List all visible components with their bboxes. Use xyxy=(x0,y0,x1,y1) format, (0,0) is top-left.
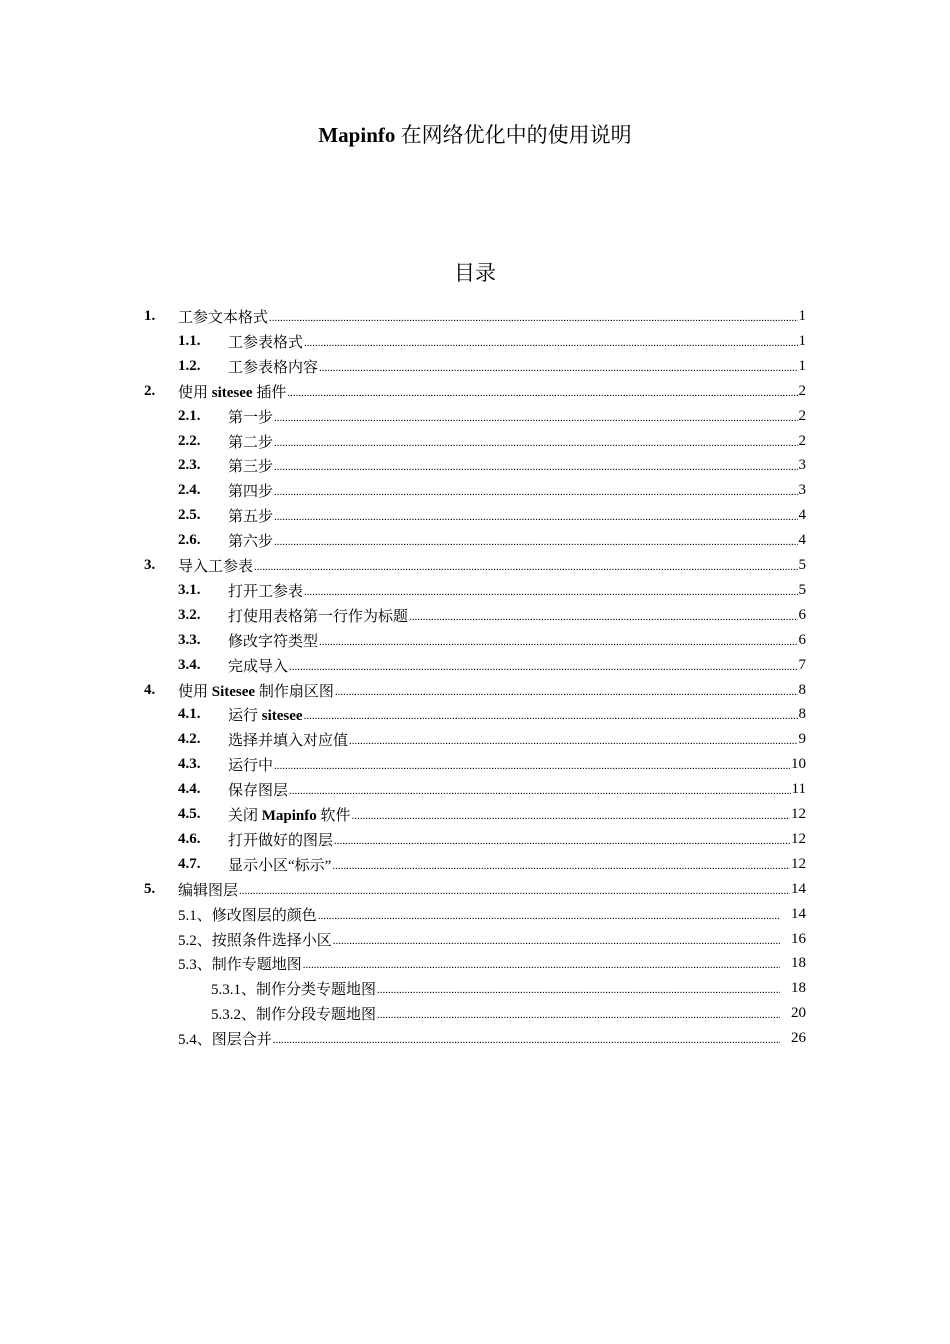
toc-entry-number: 2.3. xyxy=(178,457,201,474)
toc-entry-page: 4 xyxy=(798,532,806,549)
toc-entry-page: 8 xyxy=(798,706,806,723)
toc-entry-leader xyxy=(273,1026,780,1051)
toc-entry-number: 4.5. xyxy=(178,806,201,822)
toc-entry[interactable] xyxy=(178,603,806,628)
toc-entry-leader xyxy=(409,603,797,628)
toc-entry-leader xyxy=(274,453,797,478)
toc-entry-page: 1 xyxy=(798,332,806,349)
toc-entry-title: 完成导入 xyxy=(228,658,289,675)
toc-entry-page: 18 xyxy=(791,980,806,997)
toc-entry-page: 9 xyxy=(798,731,806,748)
toc-entry-number: 2.2. xyxy=(178,432,201,449)
toc-entry-number: 3.3. xyxy=(178,631,201,648)
toc-entry[interactable] xyxy=(178,528,806,553)
toc-entry-title: 工参表格内容 xyxy=(228,359,319,376)
toc-entry-leader xyxy=(274,429,797,454)
toc-entry-leader xyxy=(352,802,790,827)
toc-entry-leader xyxy=(274,404,797,429)
toc-entry-number: 1.2. xyxy=(178,357,201,374)
toc-entry-leader xyxy=(319,628,797,653)
toc-entry-title: 第一步 xyxy=(228,409,274,426)
toc-entry-page: 12 xyxy=(791,806,806,822)
toc-entry[interactable] xyxy=(178,628,806,653)
toc-entry-title: 使用 sitesee 插件 xyxy=(178,384,287,401)
toc-entry-number: 4. xyxy=(144,681,156,698)
toc-entry-page: 3 xyxy=(798,482,806,499)
toc-entry-number: 4.3. xyxy=(178,756,201,773)
toc-entry-number: 2.6. xyxy=(178,532,201,549)
toc-entry-number: 2.4. xyxy=(178,482,201,499)
toc-entry-leader xyxy=(333,927,780,952)
toc-entry[interactable] xyxy=(178,951,806,976)
toc-entry-page: 11 xyxy=(791,781,806,798)
toc-entry-title: 保存图层 xyxy=(228,783,289,800)
toc-entry-leader xyxy=(377,1001,780,1026)
toc-entry-leader xyxy=(289,777,791,802)
toc-entry-number: 3.4. xyxy=(178,656,201,673)
toc-entry-number: 3.1. xyxy=(178,581,201,598)
toc-entry[interactable] xyxy=(144,379,806,404)
toc-entry-leader xyxy=(269,304,797,329)
toc-entry-leader xyxy=(318,902,780,927)
toc-entry-leader xyxy=(274,503,797,528)
toc-entry[interactable] xyxy=(178,852,806,877)
toc-entry-page: 20 xyxy=(791,1005,806,1022)
toc-entry[interactable] xyxy=(178,653,806,678)
toc-entry-page: 14 xyxy=(791,880,806,897)
toc-entry-leader xyxy=(377,976,780,1001)
toc-entry-title: 第六步 xyxy=(228,534,274,551)
toc-entry-number: 3. xyxy=(144,557,156,573)
toc-entry[interactable] xyxy=(178,902,806,927)
toc-entry-title: 关闭 Mapinfo 软件 xyxy=(228,808,351,824)
toc-entry[interactable] xyxy=(178,1026,806,1051)
toc-entry-page: 6 xyxy=(798,606,806,623)
toc-entry-number: 4.2. xyxy=(178,731,201,748)
toc-entry-title: 修改字符类型 xyxy=(228,633,319,650)
toc-entry-leader xyxy=(254,553,797,578)
toc-entry-title: 运行中 xyxy=(228,758,274,775)
toc-entry-title: 显示小区“标示” xyxy=(228,857,332,874)
toc-entry-title: 第五步 xyxy=(228,509,274,526)
toc-entry-number: 2.5. xyxy=(178,507,201,524)
toc-entry[interactable] xyxy=(144,553,806,578)
toc-entry[interactable] xyxy=(178,329,806,354)
toc-entry-leader xyxy=(304,702,798,727)
toc-entry-page: 14 xyxy=(791,905,806,922)
toc-entry-title: 选择并填入对应值 xyxy=(228,733,349,750)
toc-entry[interactable] xyxy=(144,304,806,329)
toc-entry-page: 2 xyxy=(798,432,806,449)
toc-entry-leader xyxy=(319,354,797,379)
document-title-latin: Mapinfo xyxy=(318,123,396,147)
toc-entry-title: 运行 sitesee xyxy=(228,708,303,725)
toc-entry-leader xyxy=(274,478,797,503)
toc-entry-title: 第四步 xyxy=(228,484,274,501)
toc-entry-page: 16 xyxy=(791,930,806,947)
toc-entry-leader xyxy=(334,827,790,852)
toc-entry-leader xyxy=(274,752,790,777)
toc-entry-title: 5.2、按照条件选择小区 xyxy=(178,932,332,949)
toc-entry[interactable] xyxy=(178,827,806,852)
toc-entry-page: 12 xyxy=(791,830,806,847)
toc-entry[interactable] xyxy=(211,976,806,1001)
toc-heading: 目录 xyxy=(454,261,496,285)
toc-entry-title: 5.4、图层合并 xyxy=(178,1032,272,1049)
toc-entry-leader xyxy=(239,877,790,902)
toc-entry-number: 4.6. xyxy=(178,830,201,847)
toc-entry-page: 2 xyxy=(798,382,806,399)
toc-entry-number: 4.4. xyxy=(178,781,201,798)
toc-entry-number: 3.2. xyxy=(178,606,201,623)
toc-entry-leader xyxy=(349,727,797,752)
document-title-rest: 在网络优化中的使用说明 xyxy=(395,123,632,147)
toc-entry[interactable] xyxy=(178,802,806,827)
toc-entry-number: 4.1. xyxy=(178,706,201,723)
toc-entry-leader xyxy=(274,528,797,553)
toc-entry[interactable] xyxy=(178,777,806,802)
toc-entry-page: 1 xyxy=(798,357,806,374)
toc-entry-page: 4 xyxy=(798,507,806,524)
toc-entry-page: 12 xyxy=(791,855,806,872)
toc-entry-leader xyxy=(332,852,790,877)
toc-entry-leader xyxy=(289,653,797,678)
toc-entry[interactable] xyxy=(178,429,806,454)
toc-entry-leader xyxy=(304,329,797,354)
toc-entry-number: 1.1. xyxy=(178,332,201,349)
toc-entry-title: 第二步 xyxy=(228,434,274,451)
toc-entry-title: 5.3、制作专题地图 xyxy=(178,957,302,974)
toc-entry-title: 第三步 xyxy=(228,459,274,476)
toc-entry-title: 打使用表格第一行作为标题 xyxy=(228,608,409,625)
toc-entry[interactable] xyxy=(178,453,806,478)
toc-entry-page: 18 xyxy=(791,955,806,972)
toc-entry-page: 2 xyxy=(798,407,806,424)
toc-entry-page: 7 xyxy=(798,656,806,673)
toc-entry-title: 5.3.1、制作分类专题地图 xyxy=(211,982,377,999)
toc-entry[interactable] xyxy=(178,702,806,727)
toc-entry[interactable] xyxy=(211,1001,806,1026)
toc-entry[interactable] xyxy=(178,354,806,379)
toc-entry-leader xyxy=(304,578,797,603)
toc-entry-title: 导入工参表 xyxy=(178,559,254,575)
toc-entry[interactable] xyxy=(178,727,806,752)
toc-entry-leader xyxy=(303,951,780,976)
toc-entry-title: 工参表格式 xyxy=(228,334,304,351)
toc-entry[interactable] xyxy=(178,578,806,603)
toc-entry-title: 使用 Sitesee 制作扇区图 xyxy=(178,683,334,700)
toc-entry-number: 1. xyxy=(144,308,156,324)
toc-entry[interactable] xyxy=(178,927,806,952)
toc-entry[interactable] xyxy=(144,678,806,703)
toc-entry[interactable] xyxy=(178,503,806,528)
toc-entry-number: 2.1. xyxy=(178,407,201,424)
toc-entry-page: 3 xyxy=(798,457,806,474)
toc-entry-title: 打开工参表 xyxy=(228,583,304,600)
toc-entry-number: 2. xyxy=(144,382,156,399)
toc-entry-number: 4.7. xyxy=(178,855,201,872)
toc-entry-title: 5.1、修改图层的颜色 xyxy=(178,907,317,924)
toc-entry-leader xyxy=(335,678,798,703)
toc-entry[interactable] xyxy=(144,877,806,902)
toc-entry[interactable] xyxy=(178,404,806,429)
document-title xyxy=(0,120,950,150)
toc-entry-title: 打开做好的图层 xyxy=(228,832,334,849)
toc-entry[interactable] xyxy=(178,752,806,777)
toc-entry-number: 5. xyxy=(144,880,156,897)
toc-entry-title: 编辑图层 xyxy=(178,882,239,899)
toc-entry-leader xyxy=(287,379,797,404)
toc-entry-page: 1 xyxy=(798,308,806,324)
toc-entry-page: 5 xyxy=(798,581,806,598)
toc-entry-page: 6 xyxy=(798,631,806,648)
toc-entry[interactable] xyxy=(178,478,806,503)
toc-entry-page: 10 xyxy=(791,756,806,773)
toc-entry-page: 5 xyxy=(798,557,806,573)
toc-entry-title: 工参文本格式 xyxy=(178,310,269,326)
toc-entry-page: 8 xyxy=(798,681,806,698)
toc-entry-title: 5.3.2、制作分段专题地图 xyxy=(211,1007,377,1024)
toc-entry-page: 26 xyxy=(791,1030,806,1047)
